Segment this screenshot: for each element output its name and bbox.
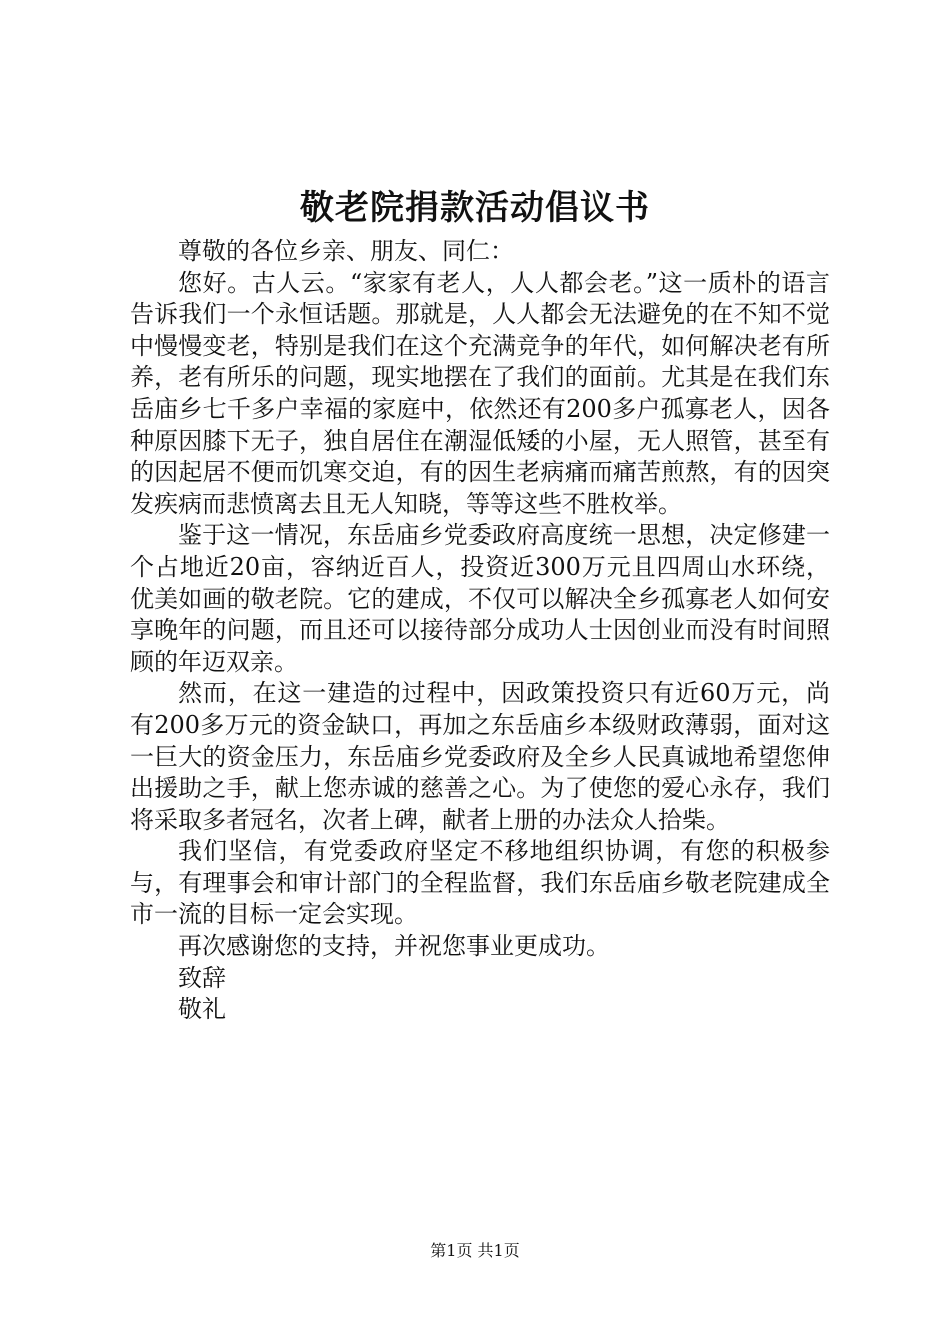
page-footer: 第1页 共1页 bbox=[430, 1241, 520, 1260]
salutation: 尊敬的各位乡亲、朋友、同仁： bbox=[178, 237, 514, 265]
paragraph-thanks: 再次感谢您的支持，并祝您事业更成功。 bbox=[178, 932, 610, 961]
page-title: 敬老院捐款活动倡议书 bbox=[300, 188, 650, 228]
closing-salute: 敬礼 bbox=[178, 995, 226, 1024]
paragraph-greeting: 您好。古人云。“家家有老人，人人都会老。”这一质朴的语言告诉我们一个永恒话题。那就是，人人都会无法避免的在不知不觉中慢慢变老，特别是我们在这个充满竞争的年代，如何解决老有所养，老有所乐的问题，现实地摆在了我们的面前。尤其是在我们东岳庙乡七千多户幸福的家庭中，依然还有200多户孤寡老人，因各种原因膝下无子，独自居住在潮湿低矮的小屋，无人照管，甚至有的因起居不便而饥寒交迫，有的因生老病痛而痛苦煎熬，有的因突发疾病而悲愤离去且无人知晓，等等这些不胜枚举。 bbox=[130, 268, 830, 518]
paragraph-confidence: 我们坚信，有党委政府坚定不移地组织协调，有您的积极参与，有理事会和审计部门的全程监督，我们东岳庙乡敬老院建成全市一流的目标一定会实现。 bbox=[130, 837, 830, 929]
paragraph-funding-gap: 然而，在这一建造的过程中，因政策投资只有近60万元，尚有200多万元的资金缺口，再加之东岳庙乡本级财政薄弱，面对这一巨大的资金压力，东岳庙乡党委政府及全乡人民真诚地希望您伸出援助之手，献上您赤诚的慈善之心。为了使您的爱心永存，我们将采取多者冠名，次者上碑，献者上册的办法众人拾柴。 bbox=[130, 679, 830, 834]
closing-remarks: 致辞 bbox=[178, 963, 226, 992]
paragraph-construction: 鉴于这一情况，东岳庙乡党委政府高度统一思想，决定修建一个占地近20亩，容纳近百人，投资近300万元且四周山水环绕，优美如画的敬老院。它的建成，不仅可以解决全乡孤寡老人如何安享晚年的问题，而且还可以接待部分成功人士因创业而没有时间照顾的年迈双亲。 bbox=[130, 521, 830, 676]
letter-body bbox=[130, 236, 830, 1026]
